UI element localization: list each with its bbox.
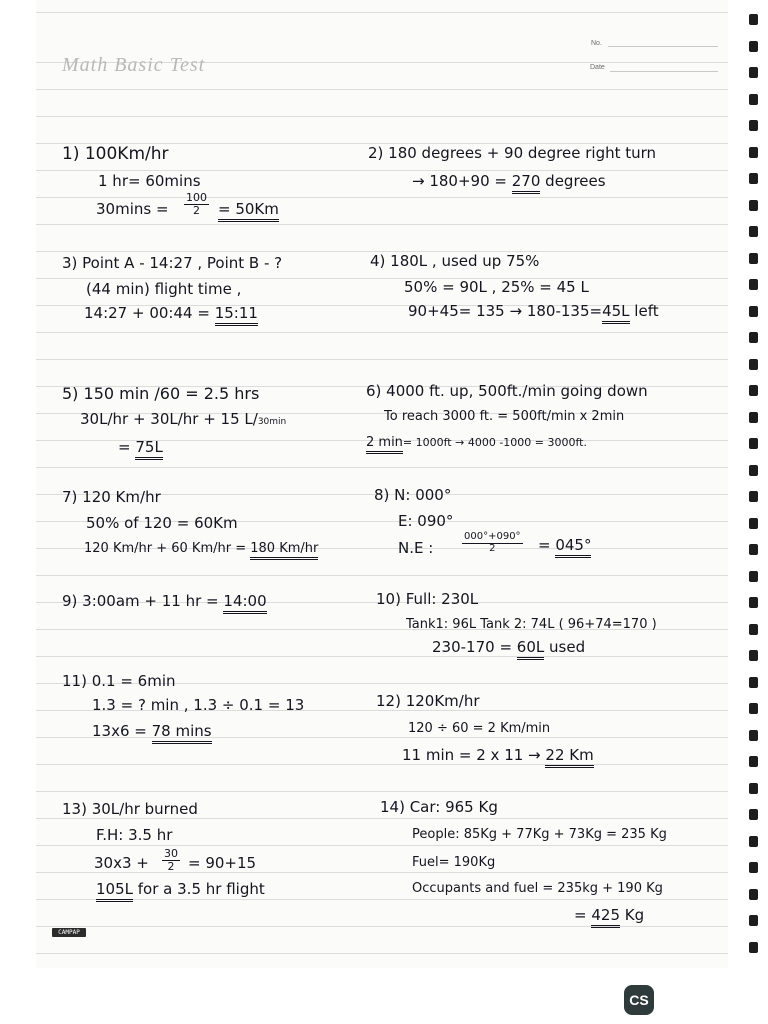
p8-eq: = bbox=[538, 536, 556, 554]
p11-line3a: 13x6 = bbox=[92, 722, 147, 740]
date-label: Date bbox=[590, 64, 605, 71]
p13-answer: 105L bbox=[96, 880, 133, 902]
p4-line3a: 90+45= 135 → 180-135= bbox=[408, 302, 603, 320]
p1-line2: 1 hr= 60mins bbox=[98, 172, 201, 190]
spiral-ring bbox=[749, 650, 758, 661]
p11-line3 bbox=[92, 724, 212, 739]
p10-line3a: 230-170 = bbox=[432, 638, 513, 656]
p14-line5c: Kg bbox=[624, 906, 645, 924]
p11-line1: 11) 0.1 = 6min bbox=[62, 672, 176, 690]
p8-answer: 045° bbox=[555, 536, 591, 558]
spiral-ring bbox=[749, 173, 758, 184]
p2-line2c: degrees bbox=[545, 172, 606, 190]
spiral-ring bbox=[749, 703, 758, 714]
p6-line3b: = 1000ft → 4000 -1000 = 3000ft. bbox=[402, 436, 587, 449]
spiral-ring bbox=[749, 14, 758, 25]
spiral-ring bbox=[749, 438, 758, 449]
p6-line1: 6) 4000 ft. up, 500ft./min going down bbox=[366, 382, 648, 400]
spiral-ring bbox=[749, 518, 758, 529]
p4-line1: 4) 180L , used up 75% bbox=[370, 252, 540, 270]
number-line bbox=[608, 46, 718, 47]
spiral-ring bbox=[749, 332, 758, 343]
p8-line1: 8) N: 000° bbox=[374, 486, 452, 504]
p5-line3 bbox=[118, 440, 163, 455]
spiral-ring bbox=[749, 544, 758, 555]
p5-line2 bbox=[80, 412, 286, 427]
p11-answer: 78 mins bbox=[152, 722, 212, 744]
p10-answer: 60L bbox=[517, 638, 544, 660]
p10-line3c: used bbox=[549, 638, 586, 656]
spiral-ring bbox=[749, 915, 758, 926]
spiral-ring bbox=[749, 730, 758, 741]
p13-line4 bbox=[96, 882, 265, 897]
p3-line1: 3) Point A - 14:27 , Point B - ? bbox=[62, 254, 283, 272]
date-line bbox=[610, 71, 718, 72]
p4-answer: 45L bbox=[602, 302, 629, 324]
spiral-ring bbox=[749, 226, 758, 237]
p14-line4: Occupants and fuel = 235kg + 190 Kg bbox=[412, 881, 663, 896]
spiral-ring bbox=[749, 783, 758, 794]
p6-line3 bbox=[366, 436, 587, 449]
p8-fraction-num: 000°+090° bbox=[464, 531, 521, 542]
p1-line1: 1) 100Km/hr bbox=[62, 144, 169, 164]
p13-fraction-den: 2 bbox=[167, 860, 175, 873]
p7-line2: 50% of 120 = 60Km bbox=[86, 514, 238, 532]
p7-line3a: 120 Km/hr + 60 Km/hr = bbox=[84, 541, 247, 556]
p6-line3a: 2 min bbox=[366, 435, 403, 454]
p2-answer: 270 bbox=[512, 172, 541, 194]
p3-line3 bbox=[84, 306, 258, 321]
p2-line1: 2) 180 degrees + 90 degree right turn bbox=[368, 144, 657, 162]
camscanner-badge-icon: CS bbox=[624, 985, 654, 1015]
p8-line3b bbox=[538, 538, 591, 553]
spiral-binding bbox=[728, 0, 768, 968]
spiral-ring bbox=[749, 306, 758, 317]
p6-line2: To reach 3000 ft. = 500ft/min x 2min bbox=[384, 409, 625, 424]
p14-line5a: = bbox=[574, 906, 587, 924]
number-label: No. bbox=[591, 40, 602, 47]
p5-answer: 75L bbox=[135, 438, 162, 460]
p12-line1: 12) 120Km/hr bbox=[376, 692, 480, 710]
spiral-ring bbox=[749, 571, 758, 582]
spiral-ring bbox=[749, 67, 758, 78]
p3-line3a: 14:27 + 00:44 = bbox=[84, 304, 210, 322]
p3-line2: (44 min) flight time , bbox=[86, 280, 242, 298]
p2-line2a: → 180+90 = bbox=[412, 172, 507, 190]
p4-line3 bbox=[408, 304, 659, 319]
spiral-ring bbox=[749, 385, 758, 396]
p10-line1: 10) Full: 230L bbox=[376, 590, 479, 608]
p7-line1: 7) 120 Km/hr bbox=[62, 488, 161, 506]
spiral-ring bbox=[749, 147, 758, 158]
p7-line3 bbox=[84, 542, 318, 555]
p7-answer: 180 Km/hr bbox=[250, 541, 318, 560]
spiral-ring bbox=[749, 41, 758, 52]
p13-line3a: 30x3 + bbox=[94, 854, 149, 872]
p14-line2: People: 85Kg + 77Kg + 73Kg = 235 Kg bbox=[412, 827, 667, 842]
spiral-ring bbox=[749, 253, 758, 264]
p4-line3c: left bbox=[634, 302, 659, 320]
spiral-ring bbox=[749, 200, 758, 211]
spiral-ring bbox=[749, 359, 758, 370]
p13-fraction-num: 30 bbox=[164, 847, 178, 860]
p5-line2a: 30L/hr + 30L/hr + 15 L/ bbox=[80, 410, 258, 428]
p11-line2: 1.3 = ? min , 1.3 ÷ 0.1 = 13 bbox=[92, 696, 305, 714]
p12-line3 bbox=[402, 748, 594, 763]
p8-line2: E: 090° bbox=[398, 512, 454, 530]
page-title: Math Basic Test bbox=[62, 54, 206, 76]
p13-line4b: for a 3.5 hr flight bbox=[137, 880, 265, 898]
notebook-brand-logo: CAMPAP bbox=[52, 928, 86, 937]
spiral-ring bbox=[749, 862, 758, 873]
p12-line3a: 11 min = 2 x 11 → bbox=[402, 746, 541, 764]
p4-line2: 50% = 90L , 25% = 45 L bbox=[404, 278, 589, 296]
p12-line2: 120 ÷ 60 = 2 Km/min bbox=[408, 721, 551, 736]
p5-line2b: 30min bbox=[257, 417, 287, 427]
p9-line1a: 9) 3:00am + 11 hr = bbox=[62, 592, 219, 610]
spiral-ring bbox=[749, 412, 758, 423]
spiral-ring bbox=[749, 809, 758, 820]
spiral-ring bbox=[749, 624, 758, 635]
p10-line2: Tank1: 96L Tank 2: 74L ( 96+74=170 ) bbox=[406, 617, 657, 632]
p3-answer: 15:11 bbox=[215, 304, 258, 326]
p14-line3: Fuel= 190Kg bbox=[412, 855, 496, 870]
p14-line1: 14) Car: 965 Kg bbox=[380, 798, 498, 816]
p8-fraction-den: 2 bbox=[489, 543, 496, 554]
p13-fraction bbox=[162, 848, 180, 872]
spiral-ring bbox=[749, 942, 758, 953]
spiral-ring bbox=[749, 279, 758, 290]
p14-answer: 425 bbox=[591, 906, 620, 928]
p14-line5 bbox=[574, 908, 644, 923]
p13-line3b: = 90+15 bbox=[188, 854, 257, 872]
p1-fraction bbox=[184, 192, 209, 216]
p2-line2 bbox=[412, 174, 606, 189]
p5-line1: 5) 150 min /60 = 2.5 hrs bbox=[62, 384, 260, 403]
spiral-ring bbox=[749, 120, 758, 131]
p5-line3a: = bbox=[118, 438, 131, 456]
spiral-ring bbox=[749, 756, 758, 767]
spiral-ring bbox=[749, 94, 758, 105]
p9-line1 bbox=[62, 594, 267, 609]
spiral-ring bbox=[749, 597, 758, 608]
p8-line3a: N.E : bbox=[398, 539, 434, 557]
p1-line3a: 30mins = bbox=[96, 200, 169, 218]
spiral-ring bbox=[749, 465, 758, 476]
p1-line3b bbox=[218, 202, 279, 217]
spiral-ring bbox=[749, 491, 758, 502]
p1-fraction-num: 100 bbox=[186, 191, 207, 204]
spiral-ring bbox=[749, 677, 758, 688]
p13-line2: F.H: 3.5 hr bbox=[96, 826, 173, 844]
p8-fraction bbox=[462, 532, 523, 554]
spiral-ring bbox=[749, 889, 758, 900]
p10-line3 bbox=[432, 640, 585, 655]
p1-fraction-den: 2 bbox=[193, 204, 200, 217]
p1-answer: = 50Km bbox=[218, 200, 279, 222]
p12-answer: 22 Km bbox=[545, 746, 593, 768]
p13-line1: 13) 30L/hr burned bbox=[62, 800, 198, 818]
spiral-ring bbox=[749, 836, 758, 847]
p9-answer: 14:00 bbox=[223, 592, 266, 614]
